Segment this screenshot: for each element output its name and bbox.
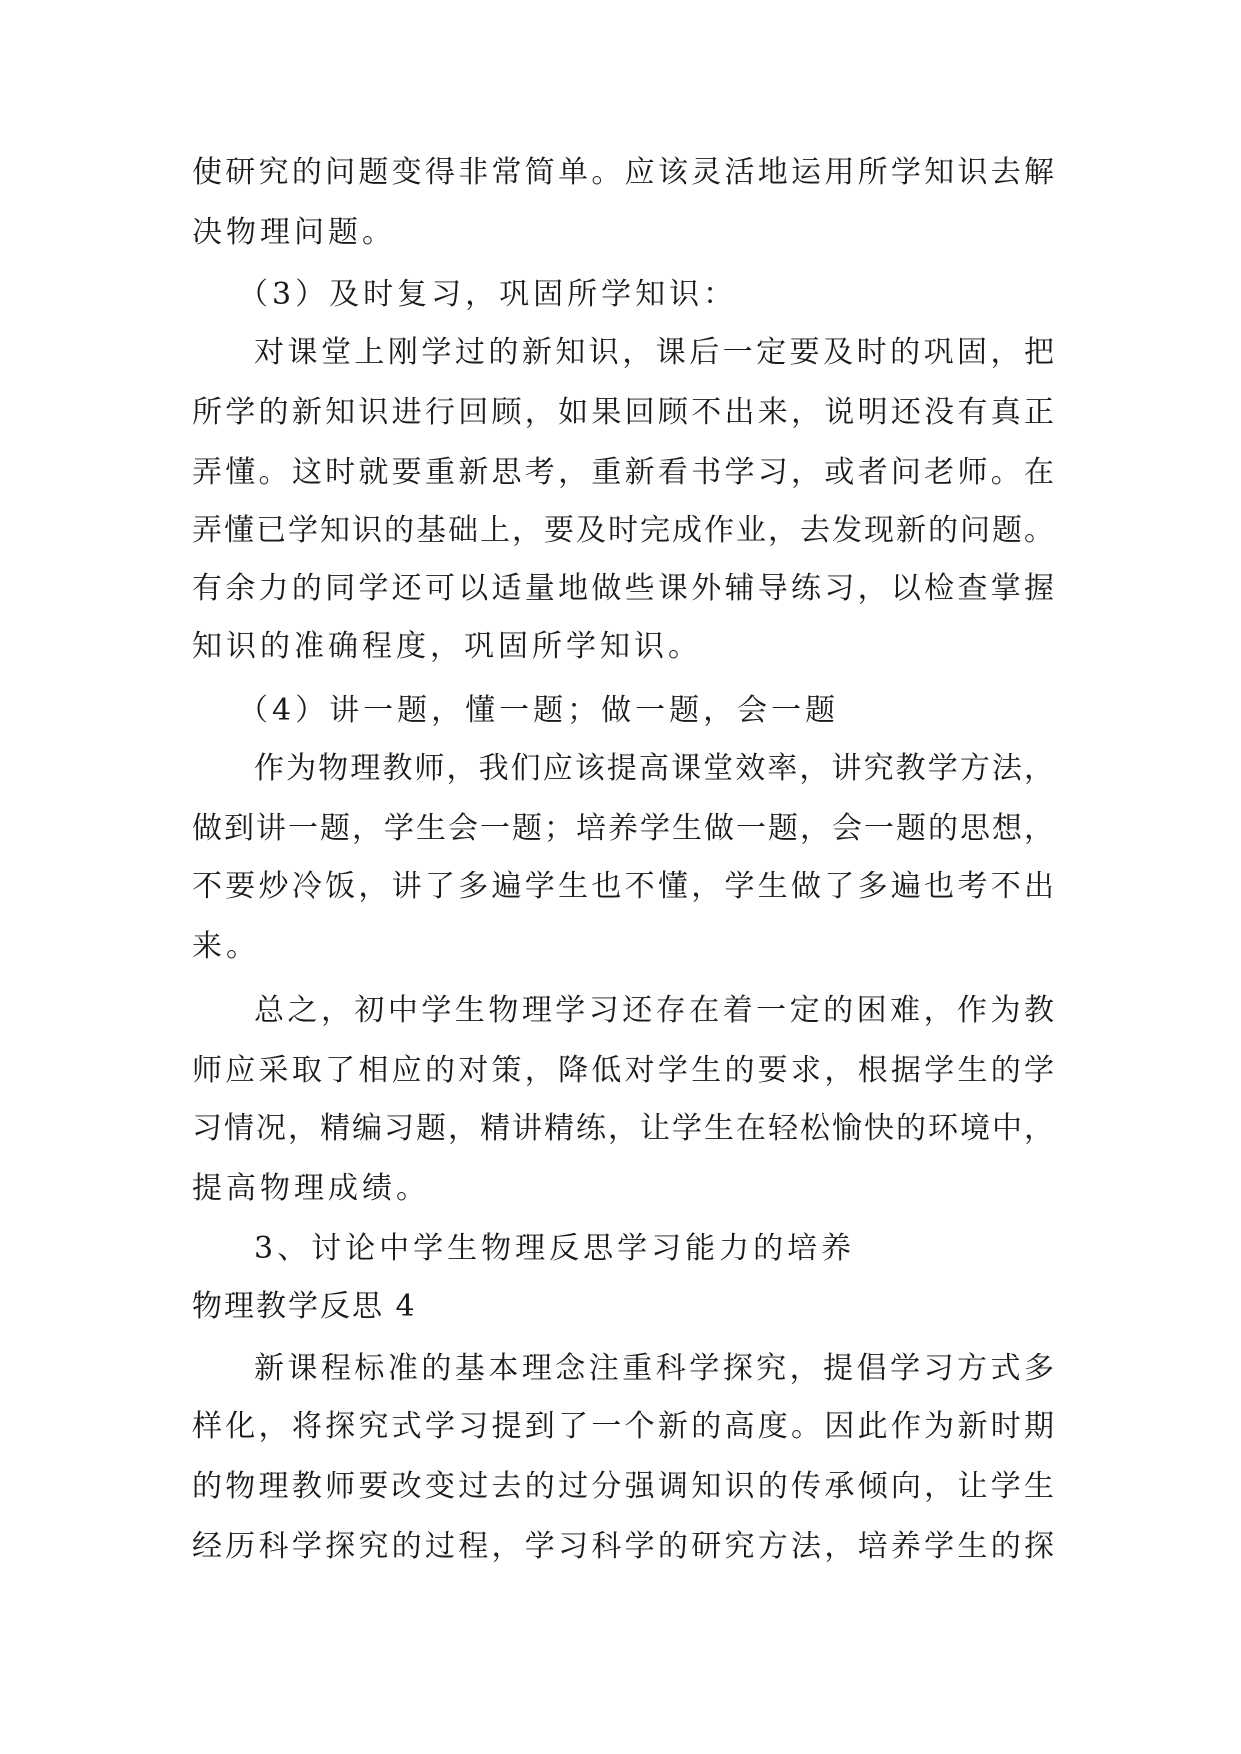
text-line: 对课堂上刚学过的新知识，课后一定要及时的巩固，把 — [254, 335, 1054, 370]
text-line: 弄懂。这时就要重新思考，重新看书学习，或者问老师。在 — [192, 455, 1054, 490]
text-line: 做到讲一题，学生会一题；培养学生做一题，会一题的思想， — [192, 811, 1054, 846]
text-line: 师应采取了相应的对策，降低对学生的要求，根据学生的学 — [192, 1053, 1054, 1088]
text-line: 知识的准确程度，巩固所学知识。 — [192, 629, 702, 664]
text-line: 经历科学探究的过程，学习科学的研究方法，培养学生的探 — [192, 1529, 1054, 1564]
text-line: 有余力的同学还可以适量地做些课外辅导练习，以检查掌握 — [192, 571, 1054, 606]
document-title: 物理教学反思 4 — [192, 1289, 417, 1324]
text-line: 所学的新知识进行回顾，如果回顾不出来，说明还没有真正 — [192, 395, 1054, 430]
text-line: 使研究的问题变得非常简单。应该灵活地运用所学知识去解 — [192, 155, 1054, 190]
text-line: 提高物理成绩。 — [192, 1171, 430, 1206]
text-line: 不要炒冷饭，讲了多遍学生也不懂，学生做了多遍也考不出 — [192, 869, 1054, 904]
text-line: 弄懂已学知识的基础上，要及时完成作业，去发现新的问题。 — [192, 513, 1054, 548]
text-line: 样化，将探究式学习提到了一个新的高度。因此作为新时期 — [192, 1409, 1054, 1444]
text-line: 习情况，精编习题，精讲精练，让学生在轻松愉快的环境中， — [192, 1111, 1054, 1146]
section-heading: （4）讲一题，懂一题；做一题，会一题 — [238, 693, 840, 728]
text-line: 决物理问题。 — [192, 215, 396, 250]
text-line: 的物理教师要改变过去的过分强调知识的传承倾向，让学生 — [192, 1469, 1054, 1504]
text-line: 新课程标准的基本理念注重科学探究，提倡学习方式多 — [254, 1351, 1054, 1386]
text-line: 来。 — [192, 929, 260, 964]
text-line: 总之，初中学生物理学习还存在着一定的困难，作为教 — [254, 993, 1054, 1028]
text-line: 作为物理教师，我们应该提高课堂效率，讲究教学方法， — [254, 751, 1054, 786]
section-heading: （3）及时复习，巩固所学知识： — [238, 277, 738, 312]
section-heading: 3、讨论中学生物理反思学习能力的培养 — [254, 1231, 856, 1266]
